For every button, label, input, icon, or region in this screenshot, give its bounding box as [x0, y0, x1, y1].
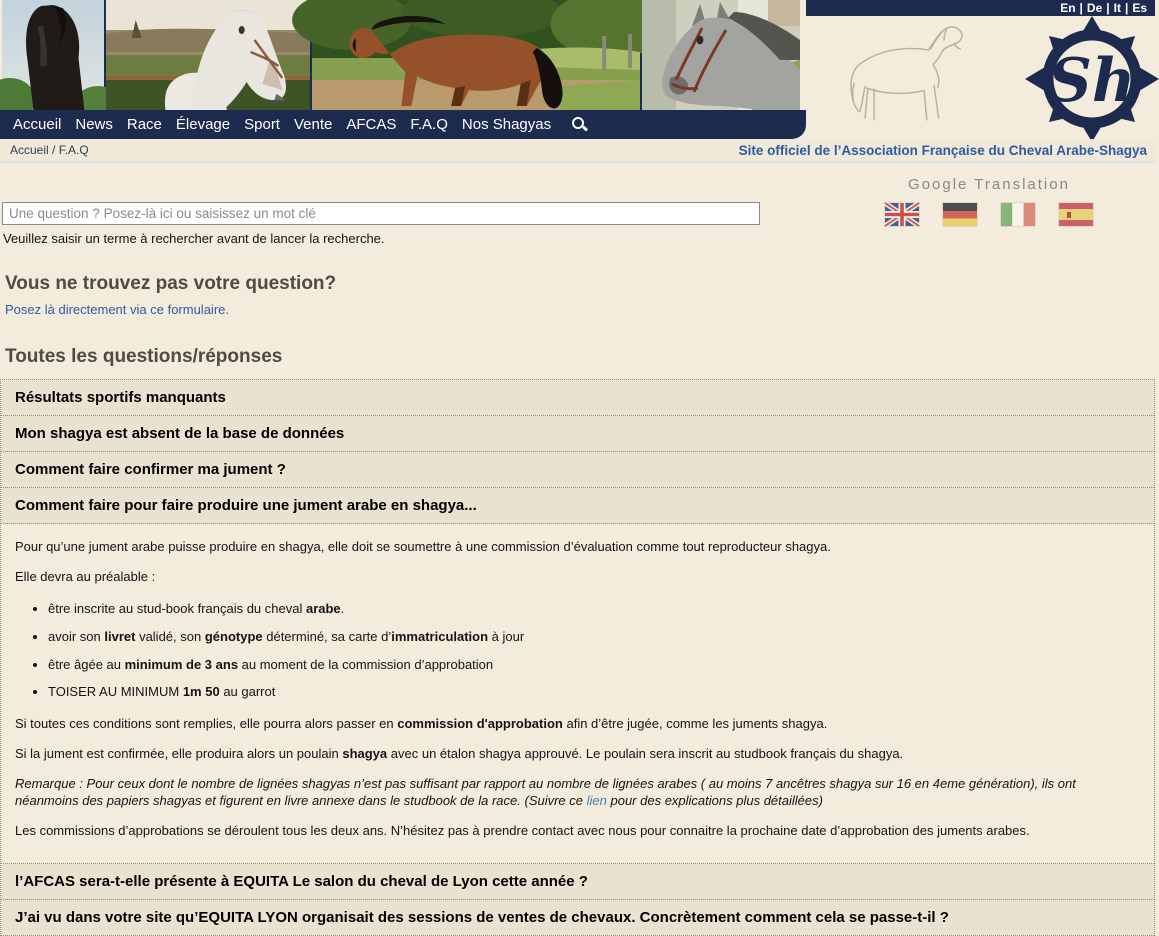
lang-link-en[interactable]: En [1060, 1, 1076, 15]
lien-link[interactable]: lien [586, 793, 607, 809]
google-translation-block [885, 176, 1093, 226]
breadcrumb [10, 143, 89, 157]
answer-paragraph: Si la jument est confirmée, elle produira alors un poulain shagya avec un étalon shagya approuvé. Le poulain sera inscrit au studbook français du shagya. [15, 746, 904, 762]
faq-question-4[interactable]: Comment faire pour faire produire une jument arabe en shagya... [1, 488, 1154, 524]
main-content [0, 165, 1155, 936]
list-item: • avoir son livret validé, son génotype déterminé, sa carte d’immatriculation à jour [48, 629, 1140, 646]
nav-item-accueil[interactable]: Accueil [13, 116, 62, 133]
horse-sketch-drawing [830, 20, 1000, 138]
faq-answer-4 [1, 524, 1154, 864]
banner-photo-bay-horse [312, 0, 642, 110]
conditions-list [15, 601, 1140, 702]
nav-item-news[interactable]: News [75, 116, 113, 133]
faq-title: Toutes les questions/réponses [5, 346, 283, 367]
faq-question-5[interactable]: l’AFCAS sera-t-elle présente à EQUITA Le salon du cheval de Lyon cette année ? [1, 864, 1154, 900]
not-found-title: Vous ne trouvez pas votre question? [5, 273, 337, 294]
faq-question-2[interactable]: Mon shagya est absent de la base de données [1, 416, 1154, 452]
faq-question-3[interactable]: Comment faire confirmer ma jument ? [1, 452, 1154, 488]
google-translation-label: Google Translation [908, 176, 1070, 193]
lang-separator: | [1124, 1, 1129, 15]
nav-item-vente[interactable]: Vente [293, 116, 333, 133]
dark-horse-image [2, 0, 104, 110]
italy-flag-icon[interactable] [1001, 203, 1035, 226]
site-tagline: Site officiel de l’Association Française du Cheval Arabe-Shagya [738, 142, 1147, 158]
nav-item-afcas[interactable]: AFCAS [346, 116, 397, 133]
answer-paragraph: Si toutes ces conditions sont remplies, elle pourra alors passer en commission d'approbation afin d’être jugée, comme les juments shagya. [15, 716, 828, 732]
list-item: • TOISER AU MINIMUM 1m 50 au garrot [48, 684, 1140, 701]
germany-flag-icon[interactable] [943, 203, 977, 226]
uk-flag-icon[interactable] [885, 203, 919, 226]
nav-item-sport[interactable]: Sport [244, 116, 280, 133]
banner-photo-white-horse [106, 0, 312, 110]
faq-accordion [0, 379, 1155, 936]
breadcrumb-home-link[interactable]: Accueil [10, 143, 49, 157]
bay-horse-image [312, 0, 640, 110]
answer-paragraph: Les commissions d’approbations se déroulent tous les deux ans. N’hésitez pas à prendre contact avec nous pour connaitre la prochaine date d’approbation des juments arabes. [15, 822, 1030, 838]
breadcrumb-current: F.A.Q [58, 143, 89, 157]
answer-paragraph: Pour qu’une jument arabe puisse produire en shagya, elle doit se soumettre à une commission d’évaluation comme tout reproducteur shagya. [15, 539, 831, 554]
lang-separator: | [1079, 1, 1083, 15]
language-bar [806, 0, 1155, 16]
faq-question-6[interactable]: J’ai vu dans votre site qu’EQUITA LYON organisait des sessions de ventes de chevaux. Concrètement comment cela se passe-t-il ? [1, 900, 1154, 936]
answer-remark: Remarque : Pour ceux dont le nombre de lignées shagyas n’est pas suffisant par rapport au nombre de lignées arabes ( au moins 7 ancêtres shagya sur 16 en 4eme génération), ils ont néanmoins des papiers shagyas et figurent en livre annexe dans le studbook de la race. (Suivre ce lien pour des explications plus détaillées) [15, 776, 1076, 809]
afcas-logo [1025, 16, 1159, 142]
grey-horse-image [642, 0, 800, 110]
logo-monogram: Sh [1048, 46, 1136, 116]
ask-form-link[interactable]: Posez là directement via ce formulaire. [5, 302, 229, 317]
search-icon[interactable] [572, 117, 587, 132]
banner-photo-grey-horse [642, 0, 800, 110]
flag-row [885, 203, 1093, 226]
lang-link-de[interactable]: De [1086, 1, 1103, 15]
lang-separator: | [1106, 1, 1110, 15]
answer-paragraph: Elle devra au préalable : [15, 568, 156, 584]
banner-photo-dark-horse [2, 0, 106, 110]
nav-item-race[interactable]: Race [126, 116, 162, 133]
nav-item-faq[interactable]: F.A.Q [410, 116, 448, 133]
list-item: • être inscrite au stud-book français du cheval arabe. [48, 601, 1140, 618]
breadcrumb-separator: / [48, 143, 59, 157]
search-input[interactable] [2, 202, 760, 225]
spain-flag-icon[interactable] [1059, 203, 1093, 226]
photo-banner [2, 0, 806, 110]
lang-link-es[interactable]: Es [1132, 1, 1147, 15]
lang-link-it[interactable]: It [1113, 1, 1121, 15]
main-nav [0, 110, 806, 139]
search-hint: Veuillez saisir un terme à rechercher avant de lancer la recherche. [3, 231, 385, 246]
faq-question-1[interactable]: Résultats sportifs manquants [1, 380, 1154, 416]
nav-item-elevage[interactable]: Élevage [175, 116, 231, 133]
white-horse-image [106, 0, 310, 110]
list-item: • être âgée au minimum de 3 ans au moment de la commission d’approbation [48, 657, 1140, 674]
breadcrumb-bar [0, 139, 1155, 163]
nav-item-nos-shagyas[interactable]: Nos Shagyas [461, 116, 552, 133]
